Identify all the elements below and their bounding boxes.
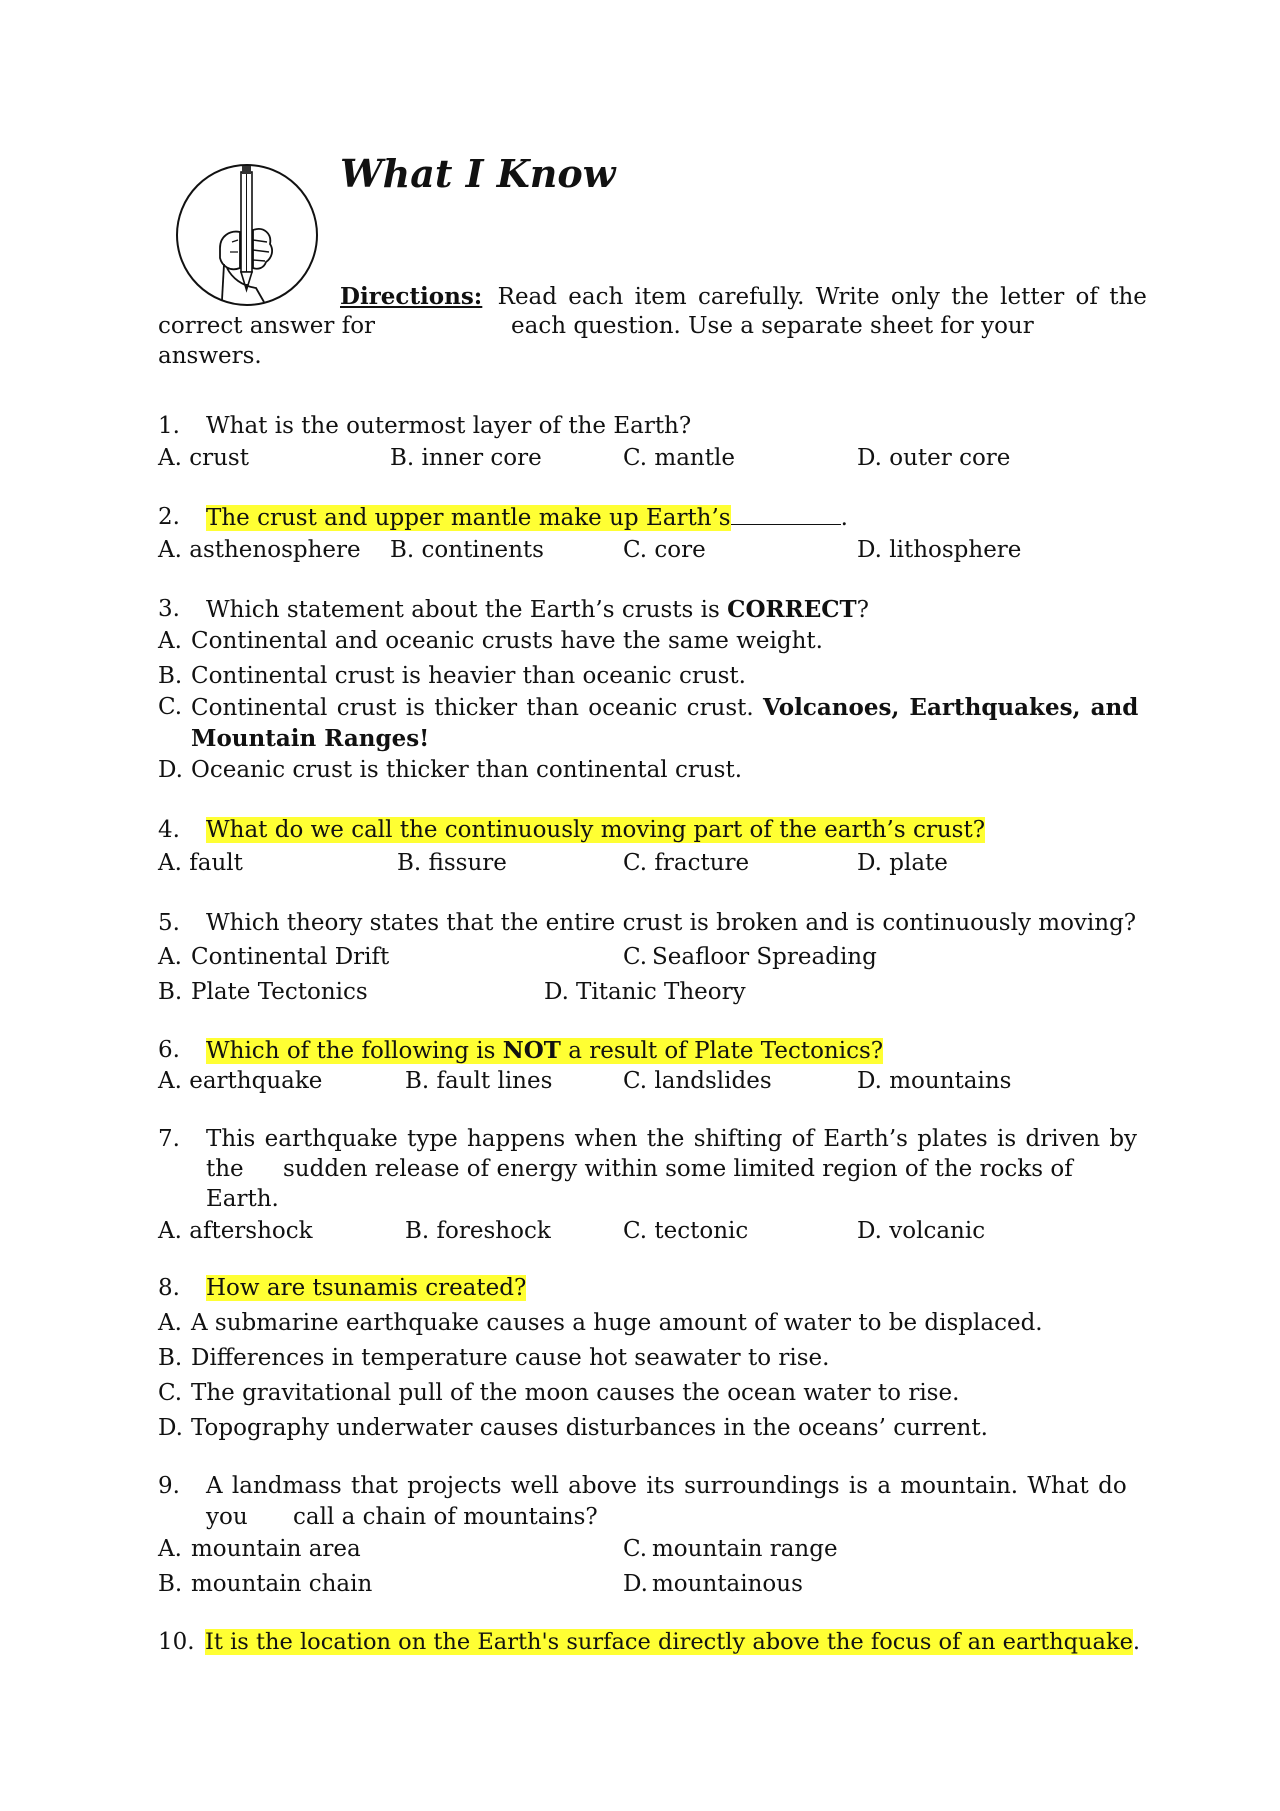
stem-end: . [840, 505, 848, 531]
highlighted-stem: How are tsunamis created? [206, 1275, 527, 1301]
option-text: Oceanic crust is thicker than continental crust. [191, 757, 743, 783]
option: A. fault [158, 850, 243, 876]
option: A. earthquake [158, 1068, 323, 1094]
option-text: Continental and oceanic crusts have the same weight. [191, 628, 823, 654]
question-stem-line2b: sudden release of energy within some limited region of the rocks of [283, 1156, 1073, 1182]
option-letter: A. [158, 1310, 182, 1336]
option-letter: B. [158, 979, 183, 1005]
question-stem [206, 594, 869, 626]
question-stem-line2a: the [206, 1156, 244, 1182]
question-number: 9. [158, 1473, 180, 1499]
option-text: A submarine earthquake causes a huge amount of water to be displaced. [191, 1310, 1043, 1336]
option: B. fault lines [405, 1068, 553, 1094]
question-number: 8. [158, 1275, 180, 1301]
option: D. volcanic [857, 1218, 986, 1244]
option: B. continents [390, 537, 544, 563]
option: C. fracture [623, 850, 750, 876]
question-stem [205, 1627, 1140, 1658]
stem-bold: CORRECT [727, 596, 857, 623]
option-text-plain: Continental crust is thicker than oceanic crust. [191, 695, 764, 721]
option: D. lithosphere [857, 537, 1022, 563]
option-text: Plate Tectonics [191, 979, 368, 1005]
option-text: mountain range [652, 1536, 838, 1562]
option-letter: A. [158, 1536, 182, 1562]
stem-text: ? [856, 597, 870, 623]
option-text: Seafloor Spreading [652, 944, 877, 970]
question-stem-line1: A landmass that projects well above its surroundings is a mountain. What do [206, 1473, 1127, 1499]
question-number: 7. [158, 1126, 180, 1152]
highlighted-stem: The crust and upper mantle make up Earth’s [206, 505, 731, 531]
option-text: Titanic Theory [576, 979, 746, 1005]
option-letter: B. [158, 663, 183, 689]
option-text: Differences in temperature cause hot seawater to rise. [191, 1345, 830, 1371]
option-text [191, 692, 1138, 724]
option-text: mountain chain [191, 1571, 373, 1597]
option-letter: A. [158, 628, 182, 654]
option-text: mountain area [191, 1536, 361, 1562]
highlighted-stem: It is the location on the Earth's surface directly above the focus of an earthquake [205, 1629, 1133, 1655]
option-letter: C. [623, 944, 648, 970]
stem-text: Which statement about the Earth’s crusts is [206, 597, 728, 623]
stem-text: Which of the following is [206, 1038, 503, 1064]
option: D. outer core [857, 445, 1011, 471]
directions-text-1: Read each item carefully. Write only the letter of the [497, 284, 1147, 310]
question-stem [206, 1035, 883, 1067]
question-stem: What is the outermost layer of the Earth? [206, 413, 692, 439]
answer-blank [731, 502, 841, 525]
option: B. foreshock [405, 1218, 551, 1244]
question-stem-line2a: you [206, 1504, 248, 1530]
stem-bold: NOT [502, 1037, 561, 1064]
option-letter: C. [623, 1536, 648, 1562]
directions-line3: answers. [158, 343, 262, 369]
question-stem [206, 502, 848, 534]
question-number: 5. [158, 910, 180, 936]
option: A. crust [158, 445, 249, 471]
section-title: What I Know [340, 151, 616, 196]
option-text-cont [191, 723, 429, 755]
question-stem [206, 1273, 526, 1304]
option: C. landslides [623, 1068, 772, 1094]
option-letter: D. [158, 757, 183, 783]
option: D. plate [857, 850, 948, 876]
directions-label: Directions: [340, 283, 483, 310]
directions-line2a: correct answer for [158, 313, 376, 339]
question-stem-line1: This earthquake type happens when the shifting of Earth’s plates is driven by [206, 1126, 1138, 1152]
option: C. core [623, 537, 706, 563]
option-text: mountainous [652, 1571, 803, 1597]
stem-end: . [1132, 1629, 1141, 1655]
option-text: Topography underwater causes disturbances in the oceans’ current. [191, 1415, 988, 1441]
option: D. mountains [857, 1068, 1012, 1094]
question-stem [206, 815, 985, 846]
option-letter: B. [158, 1571, 183, 1597]
option-text-bold: Mountain Ranges! [191, 725, 430, 752]
option-text: Continental Drift [191, 944, 390, 970]
highlighted-stem [206, 1038, 883, 1064]
option-letter: C. [158, 1380, 183, 1406]
option-text: Continental crust is heavier than oceanic crust. [191, 663, 746, 689]
option: C. tectonic [623, 1218, 749, 1244]
question-number: 3. [158, 596, 180, 622]
option: B. inner core [390, 445, 542, 471]
option: A. asthenosphere [158, 537, 361, 563]
question-number: 4. [158, 817, 180, 843]
option: C. mantle [623, 445, 735, 471]
option-letter: A. [158, 944, 182, 970]
option: A. aftershock [158, 1218, 313, 1244]
option: B. fissure [397, 850, 507, 876]
question-number: 6. [158, 1037, 180, 1063]
directions-line2b: each question. Use a separate sheet for your [511, 313, 1034, 339]
question-stem-line3: Earth. [206, 1186, 279, 1212]
option-letter: D. [544, 979, 569, 1005]
option-text: The gravitational pull of the moon causes the ocean water to rise. [191, 1380, 960, 1406]
question-stem: Which theory states that the entire crust is broken and is continuously moving? [206, 910, 1137, 936]
highlighted-stem: What do we call the continuously moving part of the earth’s crust? [206, 817, 986, 843]
question-number: 10. [158, 1629, 195, 1655]
option-letter: B. [158, 1345, 183, 1371]
option-letter: D. [623, 1571, 648, 1597]
stem-text: a result of Plate Tectonics? [560, 1038, 884, 1064]
question-number: 1. [158, 413, 180, 439]
option-text-bold: Volcanoes, Earthquakes, and [763, 694, 1139, 721]
option-letter: D. [158, 1415, 183, 1441]
question-stem-line2b: call a chain of mountains? [293, 1504, 598, 1530]
hand-holding-pencil-icon [172, 160, 322, 310]
option-letter: C. [158, 694, 183, 720]
directions-line1 [340, 281, 1147, 313]
question-number: 2. [158, 504, 180, 530]
